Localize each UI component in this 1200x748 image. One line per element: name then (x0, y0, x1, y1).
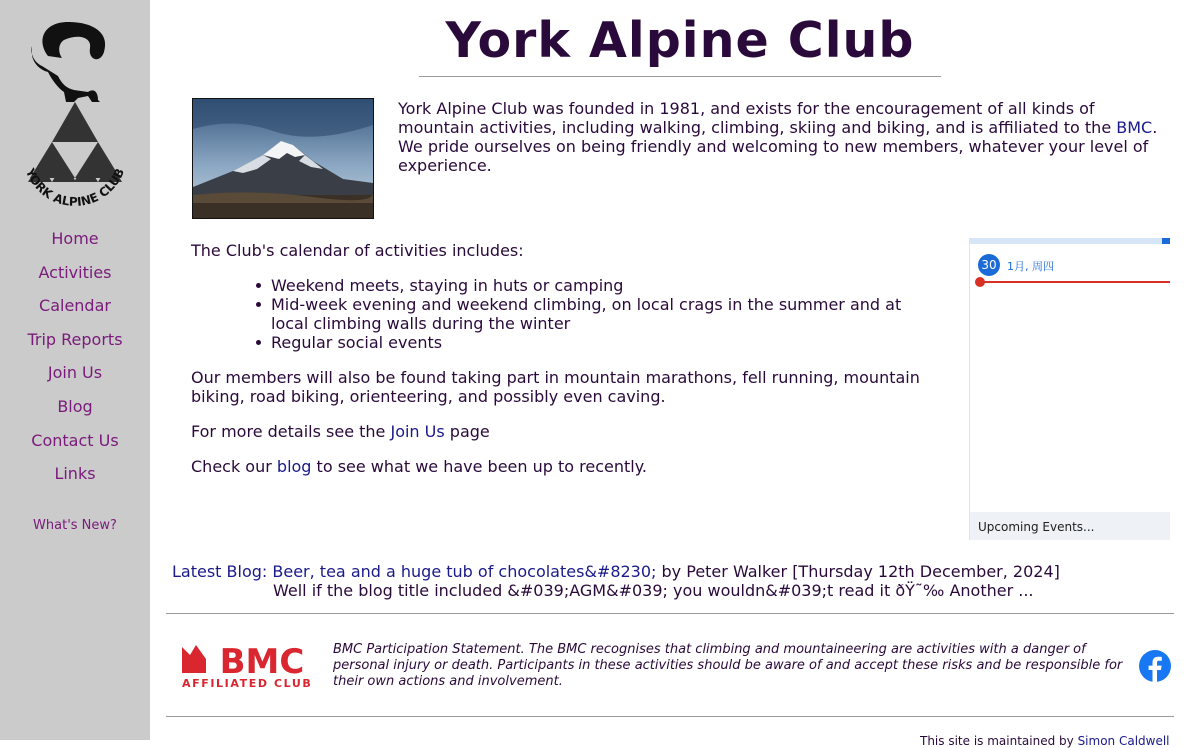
latest-blog-label: Latest Blog: (172, 562, 268, 581)
blog-link[interactable]: blog (276, 457, 312, 476)
nav-links[interactable]: Links (54, 464, 96, 484)
bmc-participation-statement: BMC Participation Statement. The BMC recognises that climbing and mountaineering are activities with a danger of personal injury or death. Participants in these activities should be aware of and accept these risks and be responsible for their own actions and involvement. (333, 642, 1123, 689)
join-us-link[interactable]: Join Us (390, 422, 445, 441)
hero-mountain-image (192, 98, 374, 219)
sidebar (0, 0, 150, 740)
maintainer-credit (920, 734, 1200, 748)
list-item: Mid-week evening and weekend climbing, on local crags in the summer and at local climbing walls during the winter (271, 295, 911, 333)
calendar-top-bar (970, 238, 1170, 244)
facebook-icon[interactable] (1138, 649, 1172, 683)
intro-text-end: . We pride ourselves on being friendly and welcoming to new members, whatever your level of experience. (398, 118, 1158, 175)
activity-list (271, 276, 911, 352)
calendar-widget[interactable] (969, 238, 1170, 540)
nav-join-us[interactable]: Join Us (47, 363, 103, 383)
bmc-affiliated-logo[interactable] (180, 641, 318, 689)
intro-text-start: York Alpine Club was founded in 1981, and exists for the encouragement of all kinds of mountain activities, including walking, climbing, skiing and biking, and is affiliated to the (398, 99, 1117, 137)
nav-blog[interactable]: Blog (57, 396, 93, 416)
footer-divider (166, 716, 1174, 717)
site-title: York Alpine Club (445, 12, 915, 69)
latest-blog-byline: by Peter Walker [Thursday 12th December, 2024] (656, 562, 1060, 581)
bmc-logo-big-text: BMC (219, 642, 305, 682)
upcoming-events-label: Upcoming Events... (978, 520, 1095, 534)
latest-blog (172, 562, 1172, 581)
section-divider (166, 613, 1174, 614)
calendar-top-accent (1162, 238, 1170, 244)
nav-calendar[interactable]: Calendar (39, 296, 111, 316)
nav-trip-reports[interactable]: Trip Reports (27, 329, 123, 349)
members-paragraph: Our members will also be found taking part in mountain marathons, fell running, mountain biking, road biking, orienteering, and possibly even caving. (191, 368, 920, 406)
mountain-photo-icon (193, 99, 373, 218)
blog-paragraph (191, 457, 647, 476)
calendar-footer (970, 512, 1170, 540)
bmc-logo-icon (180, 641, 318, 689)
current-time-line (982, 281, 1170, 283)
nav-contact-us[interactable]: Contact Us (31, 430, 119, 450)
blog-text-end: to see what we have been up to recently. (311, 457, 647, 476)
details-paragraph (191, 422, 490, 441)
calendar-date-label: 1月, 周四 (1007, 260, 1054, 273)
whats-new-link[interactable]: What's New? (33, 518, 117, 533)
bmc-link[interactable]: BMC (1116, 118, 1153, 137)
nav-activities[interactable]: Activities (38, 262, 112, 282)
logo-text: YORK ALPINE CLUB (22, 166, 128, 209)
blog-text-start: Check our (191, 457, 277, 476)
maintainer-link[interactable]: Simon Caldwell (1077, 734, 1170, 748)
nav-home[interactable]: Home (51, 229, 99, 248)
title-divider (419, 76, 941, 77)
maintainer-prefix: This site is maintained by (920, 734, 1078, 748)
list-item: Weekend meets, staying in huts or camping (271, 276, 911, 295)
ibex-logo-icon (18, 18, 132, 214)
bmc-logo-small-text: AFFILIATED CLUB (182, 677, 313, 689)
latest-blog-excerpt: Well if the blog title included &#039;AGM&#039; you wouldn&#039;t read it ðŸ˜‰ Another ... (273, 581, 1034, 600)
main-nav (0, 229, 150, 498)
list-item: Regular social events (271, 333, 911, 352)
details-text-start: For more details see the (191, 422, 391, 441)
latest-blog-title-link[interactable]: Beer, tea and a huge tub of chocolates&#8230; (272, 562, 657, 581)
club-logo-link[interactable] (18, 18, 132, 214)
details-text-end: page (444, 422, 490, 441)
intro-paragraph (398, 99, 1168, 175)
calendar-day-badge[interactable]: 30 (978, 254, 1000, 276)
calendar-intro-text: The Club's calendar of activities includes: (191, 241, 524, 260)
